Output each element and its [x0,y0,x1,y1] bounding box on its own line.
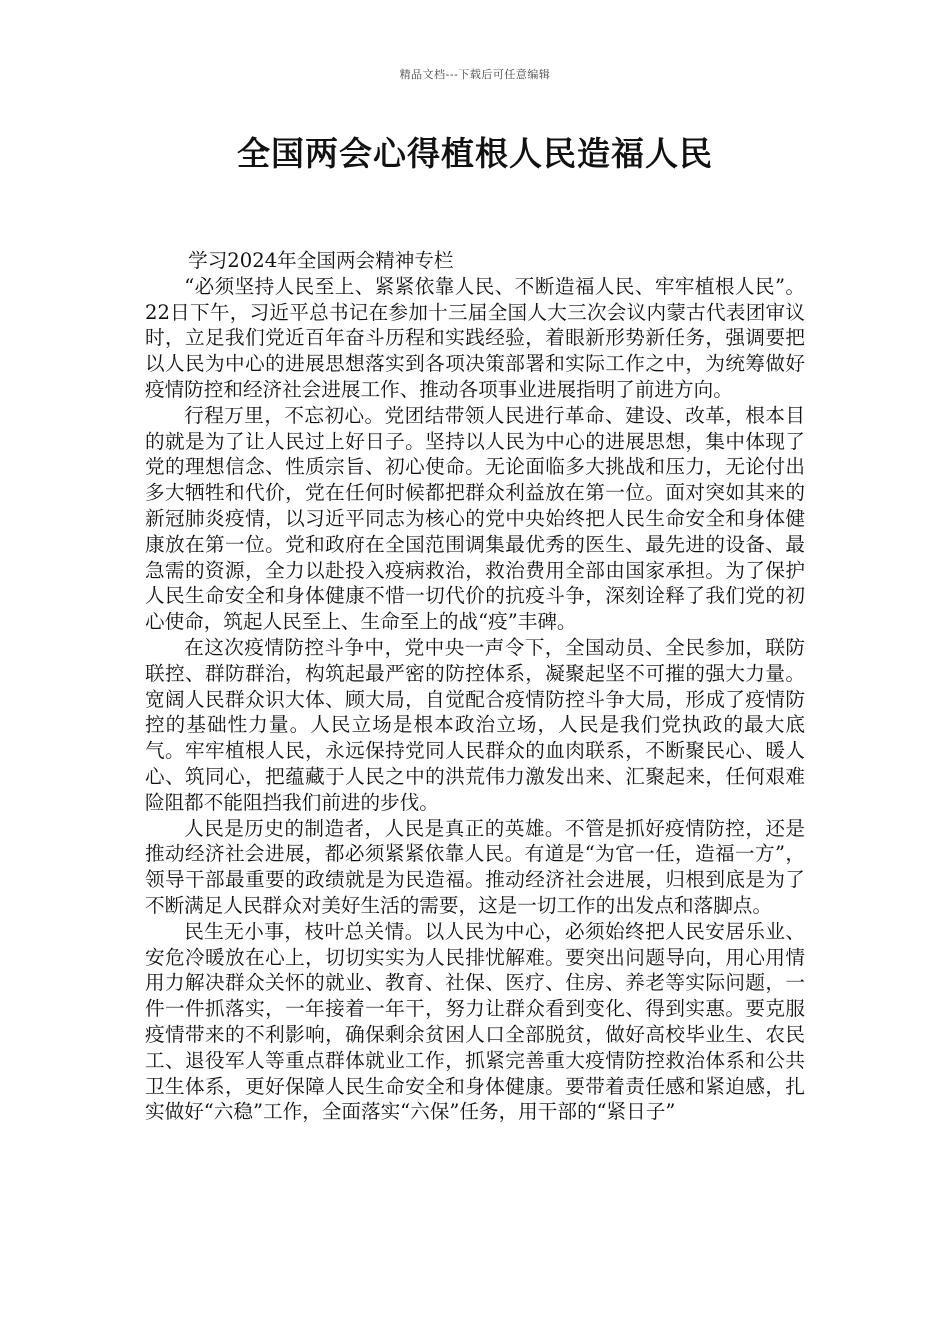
document-body [145,248,805,1125]
body-paragraph: 行程万里，不忘初心。党团结带领人民进行革命、建设、改革，根本目的就是为了让人民过上好日子。坚持以人民为中心的进展思想，集中体现了党的理想信念、性质宗旨、初心使命。无论面临多大挑战和压力，无论付出多大牺牲和代价，党在任何时候都把群众利益放在第一位。面对突如其来的新冠肺炎疫情，以习近平同志为核心的党中央始终把人民生命安全和身体健康放在第一位。党和政府在全国范围调集最优秀的医生、最先进的设备、最急需的资源，全力以赴投入疫病救治，救治费用全部由国家承担。为了保护人民生命安全和身体健康不惜一切代价的抗疫斗争，深刻诠释了我们党的初心使命，筑起人民至上、生命至上的战“疫”丰碑。 [145,403,805,634]
column-label: 学习2024年全国两会精神专栏 [188,249,454,272]
body-paragraph: 在这次疫情防控斗争中，党中央一声令下，全国动员、全民参加，联防联控、群防群治，构筑起最严密的防控体系，凝聚起坚不可摧的强大力量。宽阔人民群众识大体、顾大局，自觉配合疫情防控斗争大局，形成了疫情防控的基础性力量。人民立场是根本政治立场，人民是我们党执政的最大底气。牢牢植根人民，永远保持党同人民群众的血肉联系，不断聚民心、暖人心、筑同心，把蕴藏于人民之中的洪荒伟力激发出来、汇聚起来，任何艰难险阻都不能阻挡我们前进的步伐。 [145,635,805,814]
body-paragraph: 人民是历史的制造者，人民是真正的英雄。不管是抓好疫情防控，还是推动经济社会进展，都必须紧紧依靠人民。有道是“为官一任，造福一方”，领导干部最重要的政绩就是为民造福。推动经济社会进展，归根到底是为了不断满足人民群众对美好生活的需要，这是一切工作的出发点和落脚点。 [145,816,805,917]
body-paragraph: 民生无小事，枝叶总关情。以人民为中心，必须始终把人民安居乐业、安危冷暖放在心上，切切实实为人民排忧解难。要突出问题导向，用心用情用力解决群众关怀的就业、教育、社保、医疗、住房、养老等实际问题，一件一件抓落实，一年接着一年干，努力让群众看到变化、得到实惠。要克服疫情带来的不利影响，确保剩余贫困人口全部脱贫，做好高校毕业生、农民工、退役军人等重点群体就业工作，抓紧完善重大疫情防控救治体系和公共卫生体系，更好保障人民生命安全和身体健康。要带着责任感和紧迫感，扎实做好“六稳”工作，全面落实“六保”任务，用干部的“紧日子” [145,919,805,1124]
body-paragraph: “必须坚持人民至上、紧紧依靠人民、不断造福人民、牢牢植根人民”。22日下午，习近平总书记在参加十三届全国人大三次会议内蒙古代表团审议时，立足我们党近百年奋斗历程和实践经验，着眼新形势新任务，强调要把以人民为中心的进展思想落实到各项决策部署和实际工作之中，为统筹做好疫情防控和经济社会进展工作、推动各项事业进展指明了前进方向。 [145,274,805,401]
page-header-note: 精品文档---下载后可任意编辑 [399,68,551,81]
document-title: 全国两会心得植根人民造福人民 [237,134,713,173]
